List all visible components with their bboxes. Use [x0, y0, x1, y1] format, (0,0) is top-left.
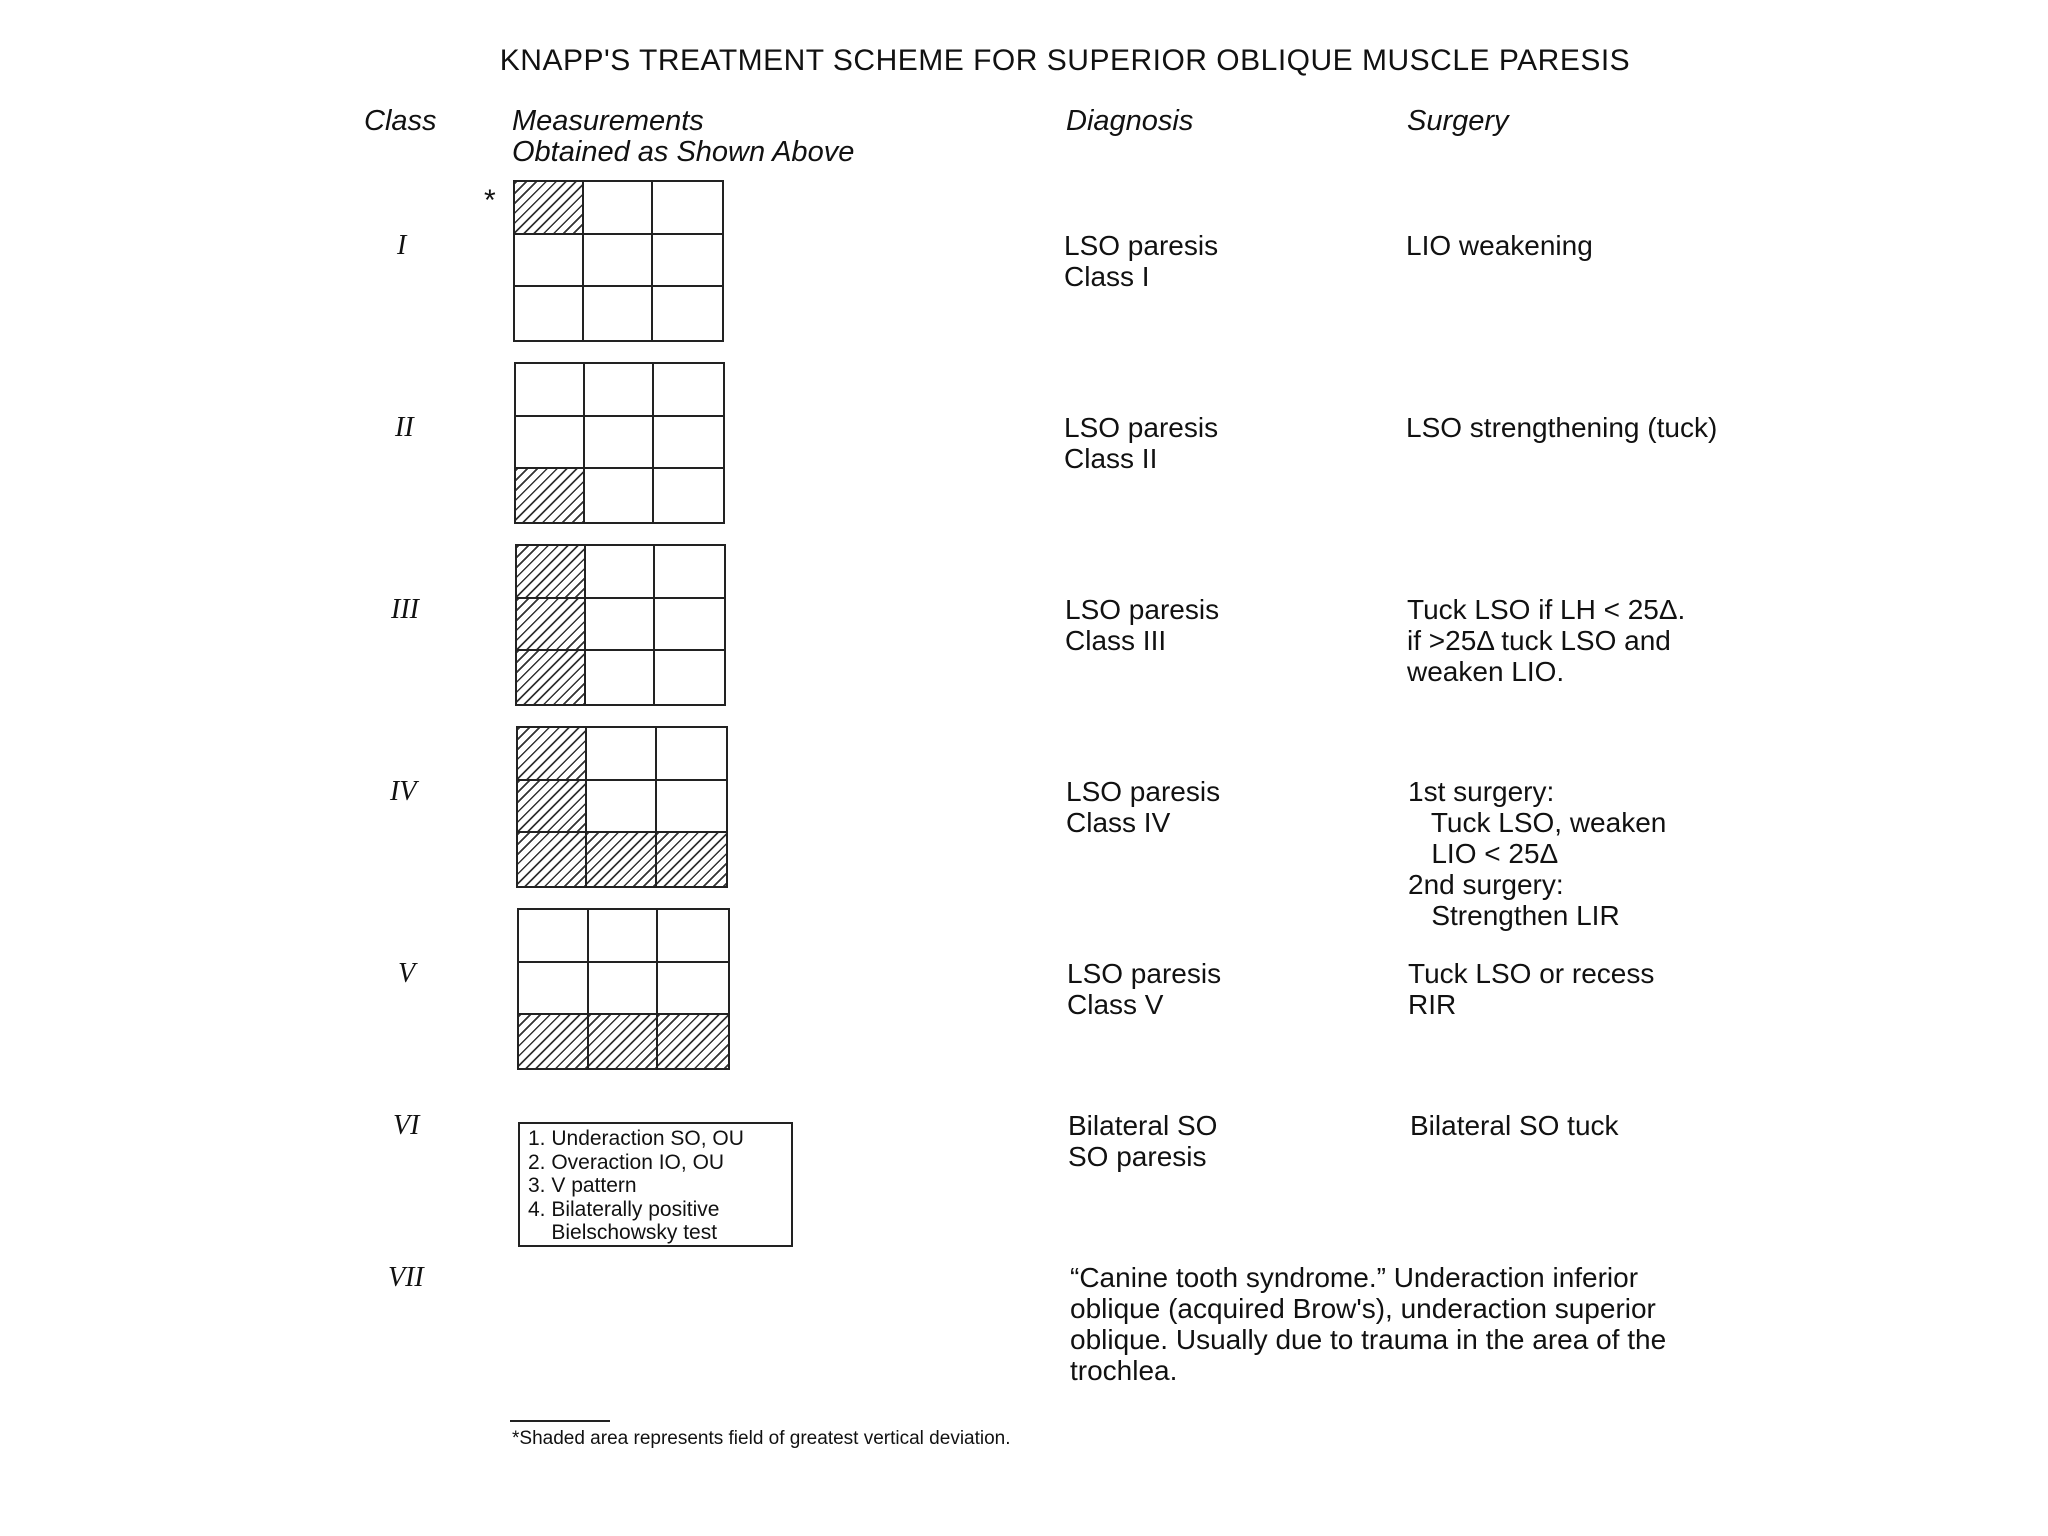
- class-label-ii: II: [395, 412, 414, 443]
- class-label-vii: VII: [388, 1262, 424, 1293]
- grid-cell: [584, 182, 653, 235]
- grid-cell-shaded: [518, 728, 587, 781]
- surgery-class-ii: LSO strengthening (tuck): [1406, 412, 1718, 443]
- measurement-grid-class-iii: [515, 544, 726, 706]
- grid-cell-shaded: [589, 1015, 659, 1068]
- grid-cell: [516, 364, 585, 417]
- grid-cell: [655, 599, 724, 652]
- grid-cell-shaded: [658, 1015, 728, 1068]
- header-diagnosis: Diagnosis: [1066, 105, 1194, 137]
- grid-cell: [653, 235, 722, 288]
- surgery-class-vi: Bilateral SO tuck: [1410, 1110, 1619, 1141]
- grid-cell: [585, 364, 654, 417]
- diagnosis-class-i: LSO paresis Class I: [1064, 230, 1219, 292]
- grid-cell-shaded: [519, 1015, 589, 1068]
- class-label-iv: IV: [390, 776, 417, 807]
- grid-cell: [655, 546, 724, 599]
- grid-cell: [519, 910, 589, 963]
- measurement-grid-class-i: [513, 180, 724, 342]
- footnote-divider: [510, 1420, 610, 1422]
- diagnosis-class-v: LSO paresis Class V: [1067, 958, 1222, 1020]
- class-label-vi: VI: [393, 1110, 420, 1141]
- grid-cell-shaded: [516, 469, 585, 522]
- diagnosis-class-ii: LSO paresis Class II: [1064, 412, 1219, 474]
- grid-cell: [585, 417, 654, 470]
- diagnosis-class-iv: LSO paresis Class IV: [1066, 776, 1221, 838]
- criteria-box-class-vi: [518, 1122, 793, 1247]
- page-title: KNAPP'S TREATMENT SCHEME FOR SUPERIOR OBLIQUE MUSCLE PARESIS: [499, 44, 1631, 77]
- criteria-item: 4. Bilaterally positive: [528, 1197, 720, 1221]
- surgery-class-v: Tuck LSO or recess RIR: [1408, 958, 1655, 1020]
- surgery-class-iv: 1st surgery: Tuck LSO, weaken LIO < 25Δ 2nd surgery: Strengthen LIR: [1408, 776, 1667, 931]
- grid-cell-shaded: [587, 833, 656, 886]
- header-surgery: Surgery: [1407, 105, 1509, 137]
- grid-cell: [586, 651, 655, 704]
- criteria-item: 3. V pattern: [528, 1174, 637, 1197]
- grid-cell: [589, 963, 659, 1016]
- class-label-i: I: [397, 230, 407, 261]
- header-measurements: Measurements Obtained as Shown Above: [512, 105, 855, 168]
- grid-cell: [585, 469, 654, 522]
- grid-cell: [516, 417, 585, 470]
- grid-cell-shaded: [518, 833, 587, 886]
- grid-cell-shaded: [657, 833, 726, 886]
- grid-cell: [515, 287, 584, 340]
- grid-cell: [589, 910, 659, 963]
- grid-cell: [658, 963, 728, 1016]
- measurement-grid-class-ii: [514, 362, 725, 524]
- grid-cell: [654, 364, 723, 417]
- grid-cell: [515, 235, 584, 288]
- description-class-vii: “Canine tooth syndrome.” Underaction inferior oblique (acquired Brow's), underaction superior oblique. Usually due to trauma in the area of the trochlea.: [1070, 1262, 1667, 1386]
- surgery-class-i: LIO weakening: [1406, 230, 1593, 261]
- grid-cell: [657, 728, 726, 781]
- diagnosis-class-iii: LSO paresis Class III: [1065, 594, 1220, 656]
- grid-cell: [653, 182, 722, 235]
- grid-cell: [584, 235, 653, 288]
- criteria-item: Bielschowsky test: [528, 1221, 718, 1244]
- grid-cell-shaded: [517, 651, 586, 704]
- grid-cell-shaded: [515, 182, 584, 235]
- measurement-grid-class-v: [517, 908, 730, 1070]
- grid-cell: [653, 287, 722, 340]
- grid-cell: [586, 546, 655, 599]
- grid-cell: [587, 781, 656, 834]
- criteria-item: 1. Underaction SO, OU: [528, 1127, 744, 1150]
- class-label-iii: III: [391, 594, 419, 625]
- grid-cell: [587, 728, 656, 781]
- grid-cell-shaded: [517, 546, 586, 599]
- header-class: Class: [364, 105, 437, 137]
- grid-cell: [584, 287, 653, 340]
- criteria-item: 2. Overaction IO, OU: [528, 1150, 725, 1174]
- class-label-v: V: [398, 958, 416, 989]
- grid-cell: [654, 469, 723, 522]
- grid-cell: [519, 963, 589, 1016]
- surgery-class-iii: Tuck LSO if LH < 25Δ. if >25Δ tuck LSO and weaken LIO.: [1407, 594, 1686, 687]
- grid-cell-shaded: [518, 781, 587, 834]
- grid-cell: [657, 781, 726, 834]
- grid-cell: [586, 599, 655, 652]
- footnote: *Shaded area represents field of greatest vertical deviation.: [512, 1428, 1011, 1449]
- grid-cell: [655, 651, 724, 704]
- footnote-asterisk: *: [484, 184, 496, 217]
- measurement-grid-class-iv: [516, 726, 728, 888]
- grid-cell-shaded: [517, 599, 586, 652]
- grid-cell: [654, 417, 723, 470]
- diagnosis-class-vi: Bilateral SO SO paresis: [1068, 1110, 1218, 1172]
- grid-cell: [658, 910, 728, 963]
